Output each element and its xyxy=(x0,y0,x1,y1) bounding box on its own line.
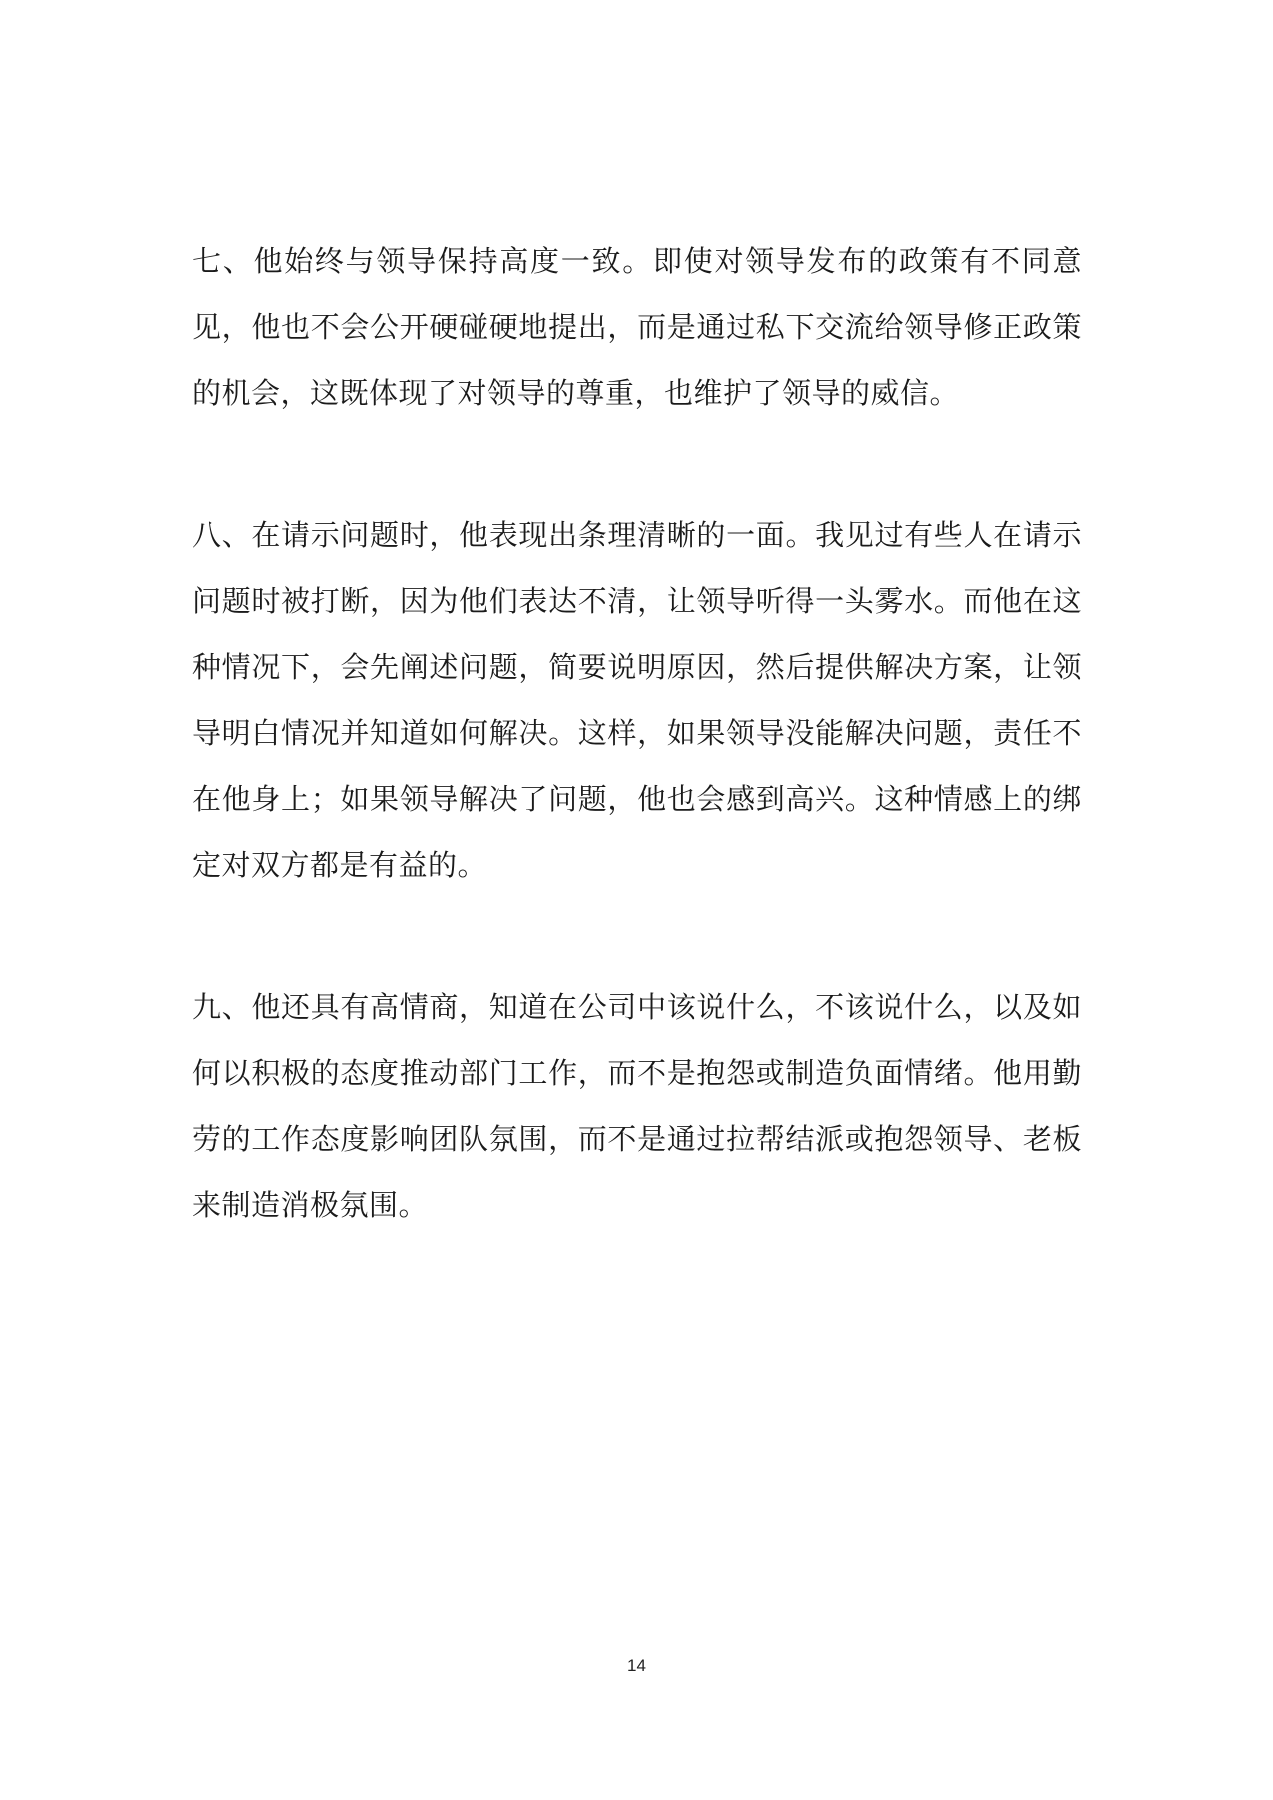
body-text xyxy=(192,228,1082,1238)
paragraph-eight: 八、在请示问题时，他表现出条理清晰的一面。我见过有些人在请示问题时被打断，因为他们表达不清，让领导听得一头雾水。而他在这种情况下，会先阐述问题，简要说明原因，然后提供解决方案，让领导明白情况并知道如何解决。这样，如果领导没能解决问题，责任不在他身上；如果领导解决了问题，他也会感到高兴。这种情感上的绑定对双方都是有益的。 xyxy=(192,518,1082,882)
paragraph-seven: 七、他始终与领导保持高度一致。即使对领导发布的政策有不同意见，他也不会公开硬碰硬地提出，而是通过私下交流给领导修正政策的机会，这既体现了对领导的尊重，也维护了领导的威信。 xyxy=(192,244,1082,410)
page-number: 14 xyxy=(627,1656,646,1675)
paragraph-nine: 九、他还具有高情商，知道在公司中该说什么，不该说什么，以及如何以积极的态度推动部门工作，而不是抱怨或制造负面情绪。他用勤劳的工作态度影响团队氛围，而不是通过拉帮结派或抱怨领导、老板来制造消极氛围。 xyxy=(192,990,1082,1222)
